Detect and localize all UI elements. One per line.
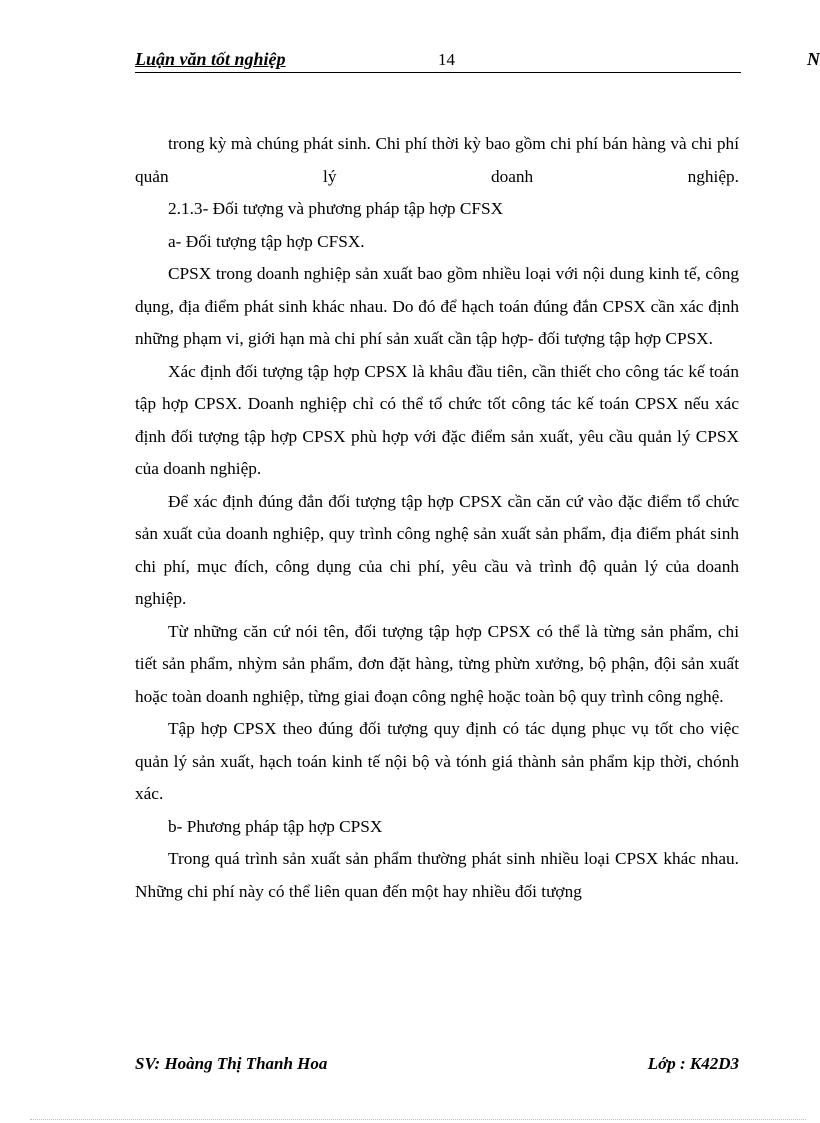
header-title: Luận văn tốt nghiệp xyxy=(135,49,286,69)
paragraph-object-types: Từ những căn cứ nói tên, đối tượng tập hợp CPSX có thể là từng sản phẩm, chi tiết sản phẩm, nhỳm sản phẩm, đơn đặt hàng, từng phừn xưởng, bộ phận, đội sản xuất hoặc toàn doanh nghiệp, từng giai đoạn công nghệ hoặc toàn bộ quy trình công nghệ. xyxy=(135,621,739,706)
page-bottom-border xyxy=(30,1119,806,1120)
header-cut-text: N xyxy=(807,49,820,69)
document-body xyxy=(135,128,739,908)
page-number: 14 xyxy=(438,50,455,69)
paragraph-determine-object: Xác định đối tượng tập hợp CPSX là khâu đầu tiên, cần thiết cho công tác kế toán tập hợp CPSX. Doanh nghiệp chỉ có thể tổ chức tốt công tác kế toán CPSX nếu xác định đối tượng tập hợp CPSX phù hợp với đặc điểm sản xuất, yêu cầu quản lý CPSX của doanh nghiệp. xyxy=(135,361,739,478)
paragraph-period-costs: trong kỳ mà chúng phát sinh. Chi phí thời kỳ bao gồm chi phí bán hàng và chi phí quản lý doanh nghiệp. xyxy=(135,134,739,186)
section-heading-2-1-3: 2.1.3- Đối tượng và phương pháp tập hợp CFSX xyxy=(168,199,504,218)
paragraph-cpsx-scope: CPSX trong doanh nghiệp sản xuất bao gồm nhiều loại với nội dung kinh tế, công dụng, địa điểm phát sinh khác nhau. Do đó để hạch toán đúng đắn CPSX cần xác định những phạm vi, giới hạn mà chi phí sản xuất cần tập hợp- đối tượng tập hợp CPSX. xyxy=(135,264,739,348)
subheading-b: b- Phương pháp tập hợp CPSX xyxy=(168,816,383,836)
paragraph-basis: Để xác định đúng đắn đối tượng tập hợp CPSX cần căn cứ vào đặc điểm tổ chức sản xuất của doanh nghiệp, quy trình công nghệ sản xuất sản phẩm, địa điểm phát sinh chi phí, mục đích, công dụng của chi phí, yêu cầu và trình độ quản lý của doanh nghiệp. xyxy=(135,491,739,608)
page-header xyxy=(135,48,741,73)
paragraph-benefit: Tập hợp CPSX theo đúng đối tượng quy định có tác dụng phục vụ tốt cho việc quản lý sản xuất, hạch toán kinh tế nội bộ và tónh giá thành sản phẩm kịp thời, chónh xác. xyxy=(135,719,739,803)
subheading-a: a- Đối tượng tập hợp CFSX. xyxy=(168,231,365,251)
footer-class: Lớp : K42D3 xyxy=(647,1054,739,1073)
page-footer xyxy=(135,1054,739,1078)
paragraph-production-costs: Trong quá trình sản xuất sản phẩm thường phát sinh nhiều loại CPSX khác nhau. Những chi phí này có thể liên quan đến một hay nhiều đối tượng xyxy=(135,849,739,901)
footer-student-name: SV: Hoàng Thị Thanh Hoa xyxy=(135,1054,328,1073)
